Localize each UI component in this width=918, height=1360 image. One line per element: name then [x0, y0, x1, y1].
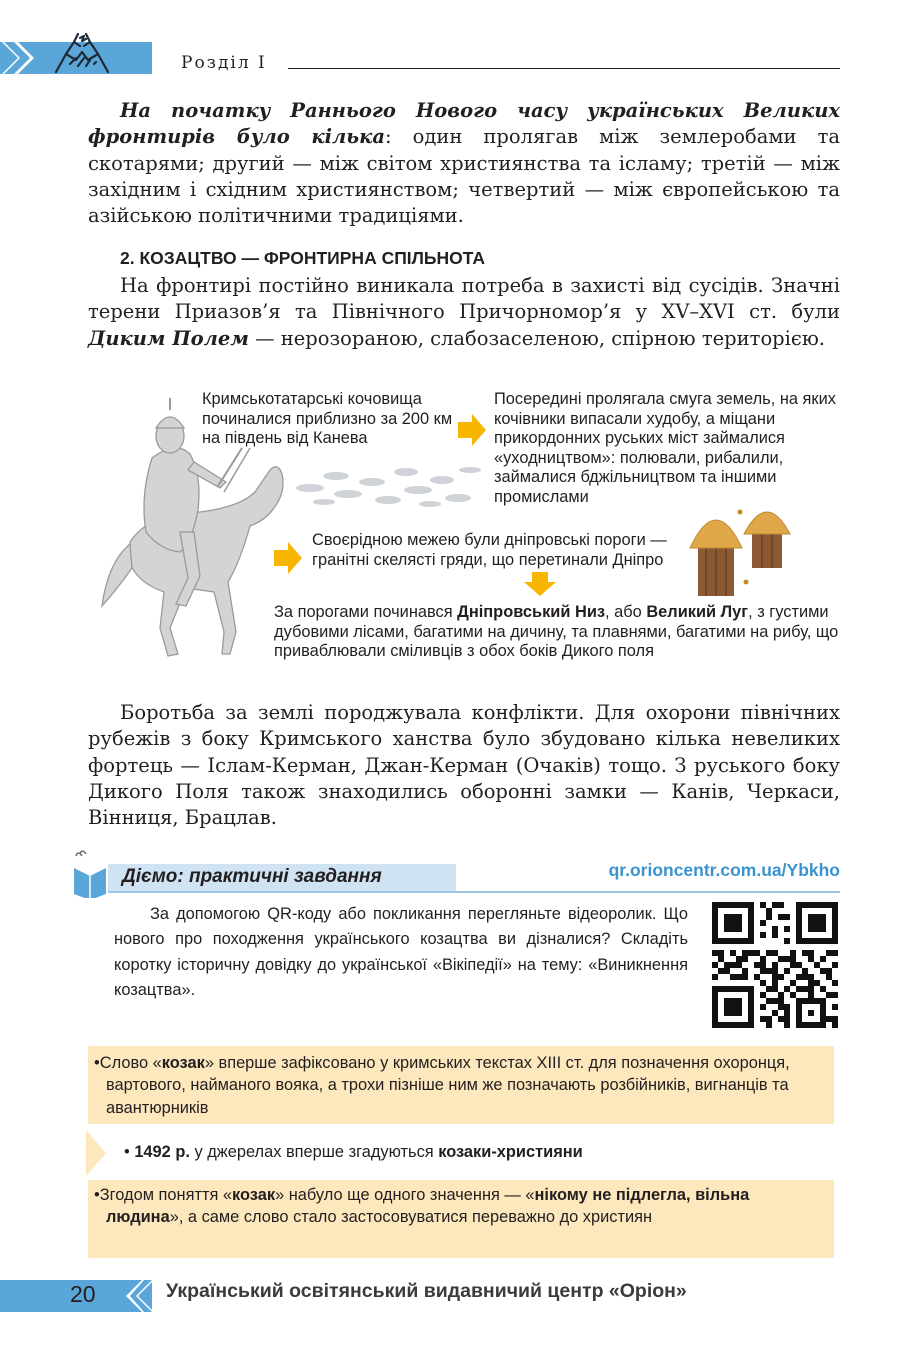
- book-icon: [70, 846, 110, 898]
- fact-2-text: [124, 1141, 583, 1163]
- fortresses-paragraph: [88, 700, 840, 831]
- chevron-right-icon: [0, 40, 34, 76]
- qr-code[interactable]: [712, 902, 838, 1028]
- fact-box-2: [106, 1130, 834, 1174]
- fortresses-text: Боротьба за землі породжувала конфлікти. Для охорони північних рубежів з боку Кримського ханства було збудовано кілька невеликих фортець — Іслам-Керман, Джан-Керман (Очаків) тощо. З руського боку Дикого Поля також знаходились оборонні замки — Канів, Черкаси, Вінниця, Брацлав.: [88, 701, 840, 830]
- caption-lower-dnipro: [274, 603, 840, 662]
- caption-rapids: Своєрідною межею були дніпровські пороги — гранітні скелясті гряди, що перетинали Дніпро: [312, 531, 667, 569]
- section-heading: 2. КОЗАЦТВО — ФРОНТИРНА СПІЛЬНОТА: [120, 248, 485, 268]
- bullet: •: [94, 1054, 100, 1072]
- fact-1-c: » вперше зафіксовано у кримських текстах XIII ст. для позначення охоронця, вартового, найманого вояка, а трохи пізніше ним же позначають розбійників, вигнанців та авантюрників: [106, 1054, 790, 1117]
- p1-start: На фронтирі постійно виникала потреба в захисті від сусідів. Значні терени Приазов’я та Північного Причорномор’я у XV–XVI ст. були: [88, 274, 840, 324]
- fact-box-1: [88, 1046, 834, 1124]
- arrow-down-icon: [524, 572, 556, 596]
- fish-school-illustration: [288, 458, 484, 510]
- handshake-icon: [52, 32, 112, 74]
- wild-field-term: Диким Полем: [88, 326, 249, 350]
- fact-3-meaning: нікому не підлегла, вільна людина: [106, 1186, 750, 1227]
- arrow-right-icon: [458, 414, 486, 446]
- fact-1-a: Слово «: [99, 1054, 162, 1072]
- fact-3-text: [94, 1184, 824, 1229]
- bullet: •: [94, 1186, 100, 1204]
- fact-1-term: козак: [161, 1054, 205, 1072]
- practice-text-body: За допомогою QR-коду або покликання перегляньте відеоролик. Що нового про походження українського козацтва ви дізналися? Складіть коротку історичну довідку до української «Вікіпедії» на тему: «Виникнення козацтва».: [114, 905, 688, 1000]
- intro-rest: : один пролягав між землеробами та скотарями; другий — між світом християнства та ісламу; третій — між західним і східним християнством; четвертий — між європейською та азійською політичними традиціями.: [88, 125, 840, 228]
- intro-lead: На початку Раннього Нового часу українських Великих фронтирів було кілька: [88, 99, 840, 149]
- cap4-term-niz: Дніпровський Низ: [457, 603, 606, 621]
- cap4-text-d: , з густими дубовими лісами, багатими на дичину, та плавнями, багатими на рибу, що приваблювали сміливців з обох боків Дикого поля: [274, 603, 839, 660]
- fact-pointer: [86, 1130, 106, 1176]
- fact-2-year: 1492 р.: [134, 1143, 190, 1161]
- page-number: 20: [70, 1281, 96, 1307]
- section-title: Розділ І: [181, 53, 267, 73]
- qr-link[interactable]: qr.orioncentr.com.ua/Ybkho: [608, 860, 840, 880]
- fact-1-text: [94, 1052, 838, 1119]
- beehives-illustration: [682, 496, 794, 600]
- intro-paragraph: [88, 98, 840, 229]
- practice-rule: [108, 891, 840, 893]
- header-rule: [288, 68, 840, 69]
- arrow-right-icon: [274, 542, 302, 574]
- chevron-left-icon: [126, 1278, 156, 1314]
- p1-end: — нерозораною, слабозаселеною, спірною територією.: [248, 326, 826, 350]
- caption-middle-strip: Посередині пролягала смуга земель, на яких кочівники випасали худобу, а міщани прикордонних руських міст займалися «уходництвом»: полювали, рибалили, займалися бджільництвом та іншими промислами: [494, 390, 836, 506]
- publisher-name: Український освітянський видавничий центр «Оріон»: [166, 1280, 687, 1302]
- fact-box-3: [88, 1180, 834, 1258]
- fact-2-term: козаки-християни: [438, 1143, 583, 1161]
- fact-3-a: Згодом поняття «: [99, 1186, 233, 1204]
- practice-title: Діємо: практичні завдання: [122, 866, 382, 887]
- cap4-term-luh: Великий Луг: [646, 603, 749, 621]
- practice-text: [114, 902, 688, 1004]
- fact-2-a: у джерелах вперше згадуються: [189, 1143, 439, 1161]
- fact-3-d: », а саме слово стало застосовуватися переважно до християн: [169, 1208, 653, 1227]
- section2-paragraph: [88, 273, 840, 352]
- bullet: •: [124, 1143, 130, 1161]
- cap4-text-c: , або: [605, 603, 647, 621]
- fact-3-c: » набуло ще одного значення — «: [275, 1186, 535, 1204]
- caption-crimean-camps: Кримськотатарські кочовища починалися приблизно за 200 км на південь від Канева: [202, 390, 453, 447]
- cap4-text-a: За порогами починався: [274, 603, 458, 621]
- fact-3-term: козак: [232, 1186, 276, 1204]
